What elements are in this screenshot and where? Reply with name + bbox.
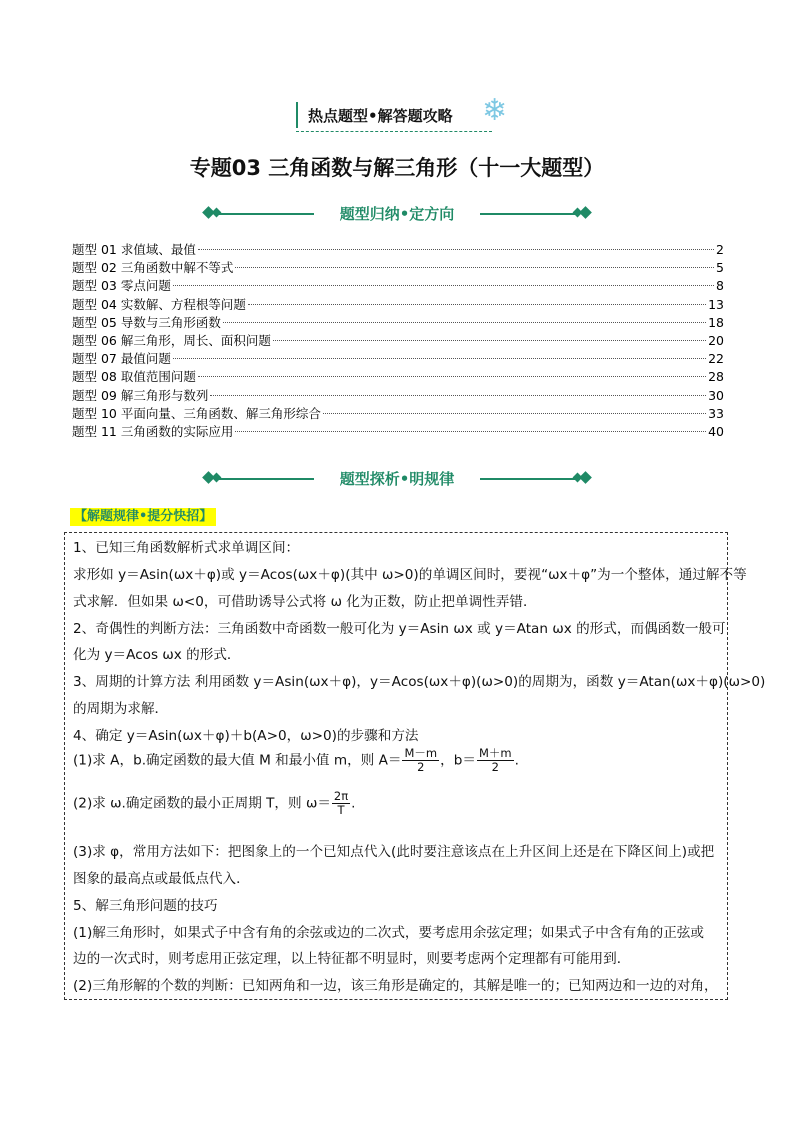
toc-item-page: 8 [716,278,724,294]
toc-item-label: 题型 08 取值范围问题 [72,369,196,385]
toc-item-label: 题型 02 三角函数中解不等式 [72,260,234,276]
tip-line: 边的一次式时，则考虑用正弦定理，以上特征都不明显时，则要考虑两个定理都有可能用到． [73,951,631,967]
toc-item[interactable] [72,387,724,405]
toc-item-label: 题型 07 最值问题 [72,351,171,367]
banner-underline [296,131,492,132]
banner-text: 热点题型•解答题攻略 [308,107,453,125]
banner-bar [296,102,298,128]
toc-item-page: 33 [708,405,724,421]
tip-line: 图象的最高点或最低点代入． [73,871,250,887]
toc-item[interactable] [72,259,724,277]
toc-item-label: 题型 09 解三角形与数列 [72,387,209,403]
toc-item-label: 题型 06 解三角形，周长、面积问题 [72,332,271,348]
toc-item-page: 18 [708,314,724,330]
page-title: 专题03 三角函数与解三角形（十一大题型） [189,156,605,180]
analysis-heading-text: 题型探析•明规律 [339,470,455,488]
toc-item-page: 13 [708,296,724,312]
tip-line: 式求解．但如果 ω<0，可借助诱导公式将 ω 化为正数，防止把单调性弄错． [73,594,537,610]
fraction: $\frac{2\pi}{T}$ [333,789,349,817]
toc-section-heading [200,204,594,224]
tips-box [64,532,766,1000]
toc-item-label: 题型 11 三角函数的实际应用 [72,423,234,439]
tip-line: (1)解三角形时，如果式子中含有角的余弦或边的二次式，要考虑用余弦定理；如果式子中含有角的正弦或 [73,925,704,941]
fraction: $\frac{M+m}{2}$ [478,746,512,774]
tip-line: 化为 y＝Acos ωx 的形式． [73,647,241,663]
toc-item[interactable] [72,296,724,314]
toc-item-page: 40 [708,423,724,439]
tip-line: 求形如 y＝Asin(ωx＋φ)或 y＝Acos(ωx＋φ)(其中 ω>0)的单调区间时，要视“ωx＋φ”为一个整体，通过解不等 [73,567,747,583]
toc-item-label: 题型 03 零点问题 [72,278,171,294]
toc-item-page: 5 [716,260,724,276]
tip-line: (2)三角形解的个数的判断：已知两角和一边，该三角形是确定的，其解是唯一的；已知两边和一边的对角， [73,978,718,994]
header-banner [296,93,508,136]
snowflake-icon: ❄ [482,93,508,128]
toc-item-page: 22 [708,351,724,367]
toc-item-page: 28 [708,369,724,385]
table-of-contents [72,241,724,441]
toc-item[interactable] [72,368,724,386]
toc-item-page: 30 [708,387,724,403]
fraction: $\frac{M-m}{2}$ [404,746,438,774]
toc-item[interactable] [72,405,724,423]
toc-item[interactable] [72,423,724,441]
tip-line: 的周期为求解． [73,701,169,717]
tip-line: 1、已知三角函数解析式求单调区间： [73,540,300,556]
tip-line: 4、确定 y＝Asin(ωx＋φ)＋b(A>0，ω>0)的步骤和方法 [73,728,419,744]
toc-item-page: 20 [708,332,724,348]
tip-line: (3)求 φ，常用方法如下：把图象上的一个已知点代入(此时要注意该点在上升区间上还是在下降区间上)或把 [73,844,715,860]
tips-badge: 【解题规律•提分快招】 [70,508,216,526]
toc-item[interactable] [72,314,724,332]
analysis-section-heading [200,469,594,489]
toc-heading-text: 题型归纳•定方向 [339,205,455,223]
tip-line-formula: (2)求 ω.确定函数的最小正周期 T，则 ω＝ $\frac{2\pi}{T}$ . [73,789,356,817]
toc-item-page: 2 [716,242,724,257]
toc-item[interactable] [72,277,724,295]
toc-item[interactable] [72,350,724,368]
tip-line-formula: (1)求 A，b.确定函数的最大值 M 和最小值 m，则 A＝ $\frac{M-m}{2}$ ，b＝ $\frac{M+m}{2}$ . [73,746,519,774]
toc-item-label: 题型 10 平面向量、三角函数、解三角形综合 [72,405,321,421]
tip-line: 5、解三角形问题的技巧 [73,898,218,914]
tip-line: 2、奇偶性的判断方法：三角函数中奇函数一般可化为 y＝Asin ωx 或 y＝Atan ωx 的形式，而偶函数一般可 [73,621,726,637]
tip-line: 3、周期的计算方法 利用函数 y＝Asin(ωx＋φ)，y＝Acos(ωx＋φ)(ω>0)的周期为，函数 y＝Atan(ωx＋φ)(ω>0) [73,674,766,690]
toc-item[interactable] [72,332,724,350]
divider [480,478,578,480]
divider [480,213,578,215]
toc-item[interactable] [72,241,724,259]
toc-item-label: 题型 04 实数解、方程根等问题 [72,296,246,312]
toc-item-label: 题型 01 求值域、最值 [72,242,196,257]
toc-item-label: 题型 05 导数与三角形函数 [72,314,221,330]
